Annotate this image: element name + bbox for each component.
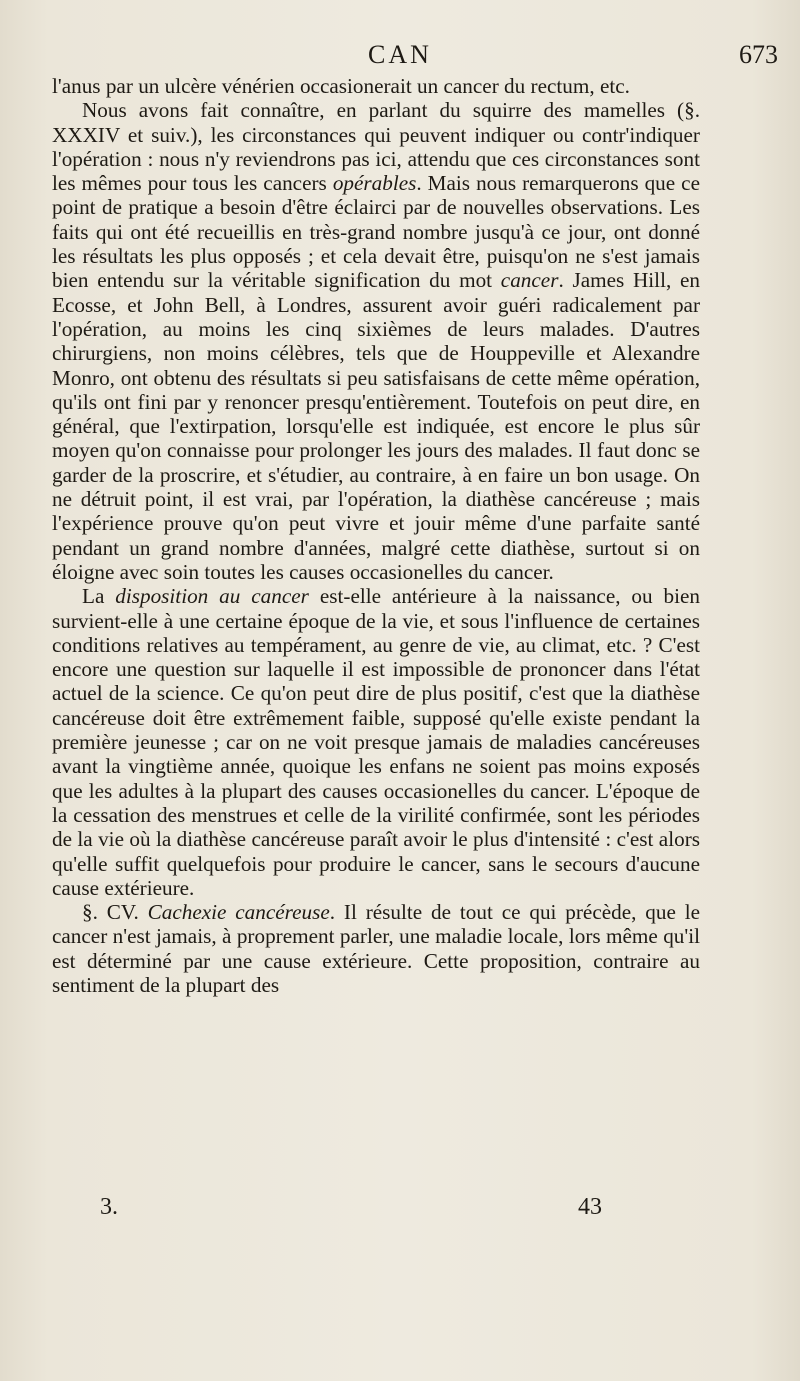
text-run: §. CV. <box>82 900 148 925</box>
page-footer <box>0 1194 800 1234</box>
page-header <box>0 40 800 76</box>
running-head: CAN <box>368 40 432 69</box>
text-run: . James Hill, en Ecosse, et John Bell, à Londres, assurent avoir guéri radicalement par l'opération, au moins les cinq sixièmes de leurs malades. D'autres chirurgiens, non moins célèbres, tels que de Houppeville et Alexandre Monro, ont obtenu des résultats si peu satisfaisans de cette même opération, qu'ils ont fini par y renoncer presqu'entièrement. Toutefois on peut dire, en général, que l'extirpation, lorsqu'elle est indiquée, est encore le plus sûr moyen qu'on connaisse pour prolonger les jours des malades. Il faut donc se garder de la proscrire, et s'étudier, au contraire, à en faire un bon usage. On ne détruit point, il est vrai, par l'opération, la diathèse cancéreuse ; mais l'expérience prouve qu'on peut vivre et jouir même d'une parfaite santé pendant un grand nombre d'années, malgré cette diathèse, surtout si on éloigne avec soin toutes les causes occasionelles du cancer. <box>52 268 700 584</box>
paragraph <box>52 900 700 997</box>
paragraph <box>52 98 700 584</box>
text-run: La <box>82 584 116 609</box>
sheet-number: 43 <box>578 1194 602 1220</box>
paragraph <box>52 584 700 900</box>
text-run: . Mais nous remarquerons que ce point de pratique a besoin d'être éclairci par de nouvelles observations. Les faits qui ont été recueillis en très-grand nombre jusqu'à ce jour, ont donné les résultats les plus opposés ; et cela devait être, puisqu'on ne s'est jamais bien entendu sur la véritable signification du mot <box>52 171 700 293</box>
italic-text: opérables <box>332 171 417 196</box>
body-text <box>52 74 700 997</box>
text-run: . Il résulte de tout ce qui précède, que le cancer n'est jamais, à proprement parler, une maladie locale, lors même qu'il est déterminé par une cause extérieure. Cette proposition, contraire au sentiment de la plupart des <box>52 900 701 997</box>
text-run: Nous avons fait connaître, en parlant du squirre des mamelles (§. XXXIV et suiv.), les circonstances qui peuvent indiquer ou contr'indiquer l'opération : nous n'y reviendrons pas ici, attendu que ces circonstances sont les mêmes pour tous les cancers <box>52 98 700 196</box>
italic-text: Cachexie cancéreuse <box>147 900 330 925</box>
text-run: est-elle antérieure à la naissance, ou bien survient-elle à une certaine époque de la vie, et sous l'influence de certaines conditions relatives au tempérament, au genre de vie, au climat, etc. ? C'est encore une question sur laquelle il est impossible de prononcer dans l'état actuel de la science. Ce qu'on peut dire de plus positif, c'est que la diathèse cancéreuse doit être extrêmement faible, supposé qu'elle existe pendant la première jeunesse ; car on ne voit presque jamais de maladies cancéreuses avant la vingtième année, quoique les enfans ne soient pas moins exposés que les adultes à la plupart des causes occasionelles du cancer. L'époque de la cessation des menstrues et celle de la virilité confirmée, sont les périodes de la vie où la diathèse cancéreuse paraît avoir le plus d'intensité : c'est alors qu'elle suffit quelquefois pour produire le cancer, sans le secours d'aucune cause extérieure. <box>52 584 701 900</box>
italic-text: cancer <box>500 268 559 293</box>
signature-mark: 3. <box>100 1194 118 1220</box>
text-run: l'anus par un ulcère vénérien occasionerait un cancer du rectum, etc. <box>52 74 630 98</box>
paragraph <box>52 74 700 98</box>
page-number: 673 <box>739 40 778 69</box>
italic-text: disposition au cancer <box>115 584 309 609</box>
